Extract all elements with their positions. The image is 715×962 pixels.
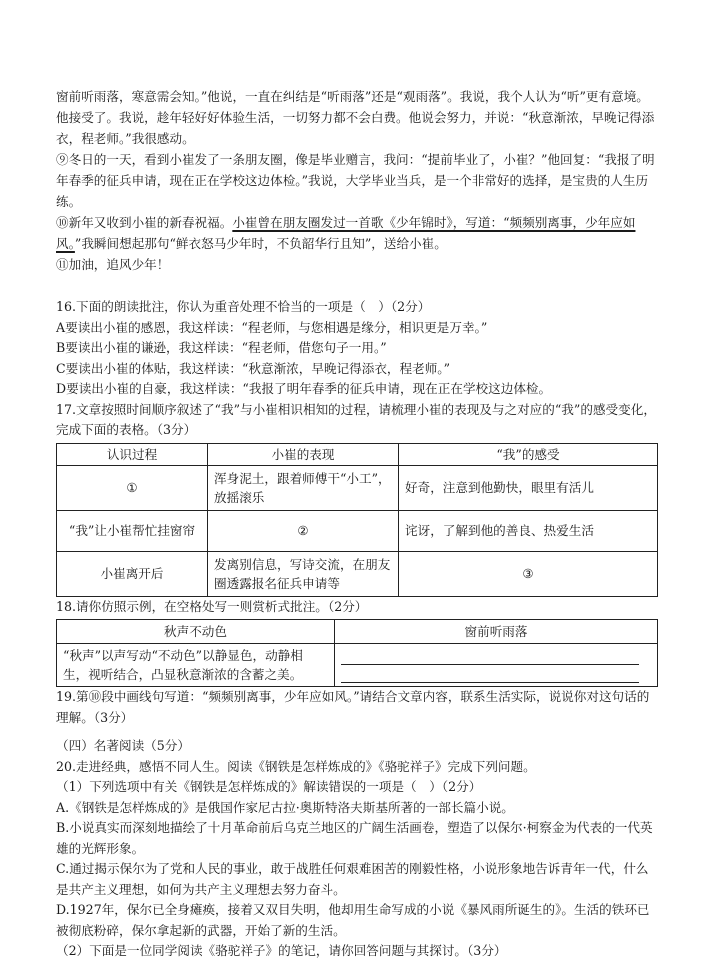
- table-cell: ②: [208, 510, 399, 551]
- answer-blank-line: [341, 649, 639, 665]
- q18-header-answer: 窗前听雨落: [335, 620, 658, 644]
- table-cell: ①: [57, 465, 208, 510]
- question-20-2-stem: （2）下面是一位同学阅读《骆驼祥子》的笔记，请你回答问题与其探讨。（3分）: [56, 943, 507, 958]
- table-header-process: 认识过程: [57, 443, 208, 465]
- question-20-option-b: B.小说真实而深刻地描绘了十月革命前后乌克兰地区的广阔生活画卷，塑造了以保尔·柯察金为代表的一代英雄的光辉形象。: [56, 820, 653, 856]
- q18-header-example: 秋声不动色: [57, 620, 335, 644]
- question-18-table: [56, 619, 658, 687]
- question-17-stem: 17.文章按照时间顺序叙述了“我”与小崔相识相知的过程，请梳理小崔的表现及与之对应的“我”的感受变化，完成下面的表格。（3分）: [56, 401, 656, 437]
- table-cell: 浑身泥土，跟着师傅干“小工”，放摇滚乐: [208, 465, 399, 510]
- p10-text-c: ”我瞬间想起那句“鲜衣怒马少年时，不负韶华行且知”，送给小崔。: [74, 236, 447, 251]
- table-cell: 好奇，注意到他勤快，眼里有活儿: [399, 465, 658, 510]
- question-16-stem: 16.下面的朗读批注，你认为重音处理不恰当的一项是（ ）（2分）: [56, 299, 431, 314]
- section-4-title: （四）名著阅读（5分）: [56, 738, 190, 753]
- table-cell: ③: [399, 551, 658, 596]
- question-20-1-stem: （1）下列选项中有关《钢铁是怎样炼成的》解读错误的一项是（ ）（2分）: [56, 779, 482, 794]
- question-17-table: [56, 443, 658, 597]
- question-18-stem: 18.请你仿照示例，在空格处写一则赏析式批注。（2分）: [56, 598, 368, 614]
- table-header-feeling: “我”的感受: [399, 443, 658, 465]
- question-16-option-d: D要读出小崔的自豪，我这样读：“我报了明年春季的征兵申请，现在正在学校这边体检。: [56, 381, 552, 396]
- table-row: [57, 551, 658, 596]
- p10-text-a: ⑩新年又收到小崔的新春祝福。: [56, 215, 233, 230]
- table-header-behavior: 小崔的表现: [208, 443, 399, 465]
- q18-answer-area[interactable]: [335, 644, 658, 687]
- passage-paragraph-continued: 窗前听雨落，寒意需会知。”他说，一直在纠结是“听雨落”还是“观雨落”。我说，我个人认为“听”更有意境。他接受了。我说，趁年轻好好体验生活，一切努力都不会白费。他说会努力，并说：“秋意渐浓，早晚记得添衣，程老师。”我很感动。: [56, 89, 655, 146]
- question-19-stem: 19.第⑩段中画线句写道：“频频别离事，少年应如风。”请结合文章内容，联系生活实际，说说你对这句话的理解。（3分）: [56, 689, 650, 725]
- passage-paragraph-9: ⑨冬日的一天，看到小崔发了一条朋友圈，像是毕业赠言，我问：“提前毕业了，小崔？”他回复：“我报了明年春季的征兵申请，现在正在学校这边体检。”我说，大学毕业当兵，是一个非常好的选择，是宝贵的人生历练。: [56, 152, 655, 209]
- question-20-option-c: C.通过揭示保尔为了党和人民的事业，敢于战胜任何艰难困苦的刚毅性格，小说形象地告诉青年一代，什么是共产主义理想，如何为共产主义理想去努力奋斗。: [56, 861, 649, 897]
- q18-example-text: “秋声”以声写动“不动色”以静显色，动静相生，视听结合，凸显秋意渐浓的含蓄之美。: [57, 644, 335, 687]
- table-cell: 发离别信息，写诗交流，在朋友圈透露报名征兵申请等: [208, 551, 399, 596]
- table-row: [57, 465, 658, 510]
- question-20-option-a: A.《钢铁是怎样炼成的》是俄国作家尼古拉·奥斯特洛夫斯基所著的一部长篇小说。: [56, 799, 514, 815]
- table-row: [57, 510, 658, 551]
- question-16-option-b: B要读出小崔的谦逊，我这样读：“程老师，借您句子一用。”: [56, 340, 387, 355]
- table-cell: 诧讶，了解到他的善良、热爱生活: [399, 510, 658, 551]
- table-cell: 小崔离开后: [57, 551, 208, 596]
- question-20-option-d: D.1927年，保尔已全身瘫痪，接着又双目失明，他却用生命写成的小说《暴风雨所诞生的》。生活的铁环已被彻底粉碎，保尔拿起新的武器，开始了新的生活。: [56, 902, 650, 938]
- p10-underlined-sentence: 小崔曾在朋友圈发过一首歌《少年锦时》，写道：“频频别离事，少年应如风。: [56, 215, 636, 251]
- passage-paragraph-10: [56, 212, 658, 254]
- question-16-option-c: C要读出小崔的体贴，我这样读：“秋意渐浓，早晚记得添衣，程老师。”: [56, 360, 451, 376]
- question-16-option-a: A要读出小崔的感恩，我这样读：“程老师，与您相遇是缘分，相识更是万幸。”: [56, 319, 488, 335]
- table-cell: “我”让小崔帮忙挂窗帘: [57, 510, 208, 551]
- question-20-stem: 20.走进经典，感悟不同人生。阅读《钢铁是怎样炼成的》《骆驼祥子》完成下列问题。: [56, 758, 536, 774]
- answer-blank-line: [341, 667, 639, 683]
- passage-paragraph-11: ⑪加油，追风少年！: [56, 257, 170, 272]
- exam-page: [56, 86, 658, 962]
